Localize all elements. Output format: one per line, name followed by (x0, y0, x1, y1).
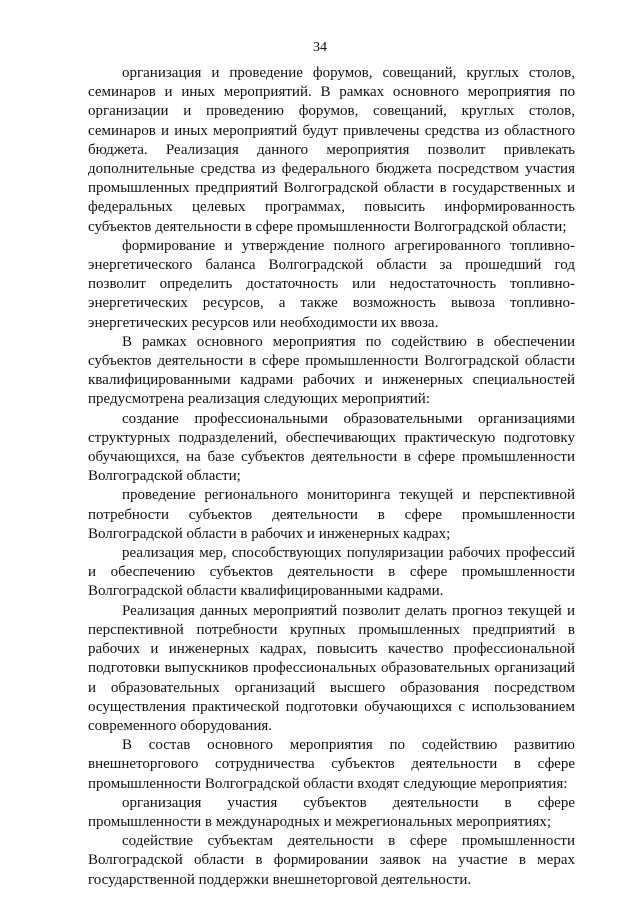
paragraph-10: содействие субъектам деятельности в сфере промышленности Волгоградской области в формировании заявок на участие в мерах государственной поддержки внешнеторговой деятельности. (88, 833, 575, 888)
page-number: 34 (313, 40, 327, 55)
paragraph-3: В рамках основного мероприятия по содействию в обеспечении субъектов деятельности в сфере промышленности Волгоградской области квалифицированными кадрами рабочих и инженерных специальностей предусмотрена реализация следующих мероприятий: (88, 333, 575, 408)
paragraph-9: организация участия субъектов деятельности в сфере промышленности в международных и межрегиональных мероприятиях; (88, 794, 575, 830)
paragraph-8: В состав основного мероприятия по содействию развитию внешнеторгового сотрудничества субъектов деятельности в сфере промышленности Волгоградской области входят следующие мероприятия: (88, 737, 575, 792)
document-body (88, 64, 575, 890)
paragraph-1: организация и проведение форумов, совещаний, круглых столов, семинаров и иных мероприятий. В рамках основного мероприятия по организации и проведению форумов, совещаний, круглых столов, семинаров и иных мероприятий будут привлечены средства из областного бюджета. Реализация данного мероприятия позволит привлекать дополнительные средства из федерального бюджета посредством участия промышленных предприятий Волгоградской области в государственных и федеральных целевых программах, повысить информированность субъектов деятельности в сфере промышленности Волгоградской области; (88, 65, 575, 235)
paragraph-5: проведение регионального мониторинга текущей и перспективной потребности субъектов деятельности в сфере промышленности Волгоградской области в рабочих и инженерных кадрах; (88, 487, 575, 542)
paragraph-4: создание профессиональными образовательными организациями структурных подразделений, обеспечивающих практическую подготовку обучающихся, на базе субъектов деятельности в сфере промышленности Волгоградской области; (88, 410, 575, 485)
paragraph-2: формирование и утверждение полного агрегированного топливно-энергетического баланса Волгоградской области за прошедший год позволит определить достаточность или недостаточность топливно-энергетических ресурсов, а также возможность вывоза топливно-энергетических ресурсов или необходимости их ввоза. (88, 237, 575, 331)
paragraph-7: Реализация данных мероприятий позволит делать прогноз текущей и перспективной потребности крупных промышленных предприятий в рабочих и инженерных кадрах, повысить качество профессиональной подготовки выпускников профессиональных образовательных организаций и образовательных организаций высшего образования посредством осуществления практической подготовки обучающихся с использованием современного оборудования. (88, 602, 575, 734)
paragraph-6: реализация мер, способствующих популяризации рабочих профессий и обеспечению субъектов деятельности в сфере промышленности Волгоградской области квалифицированными кадрами. (88, 545, 575, 600)
